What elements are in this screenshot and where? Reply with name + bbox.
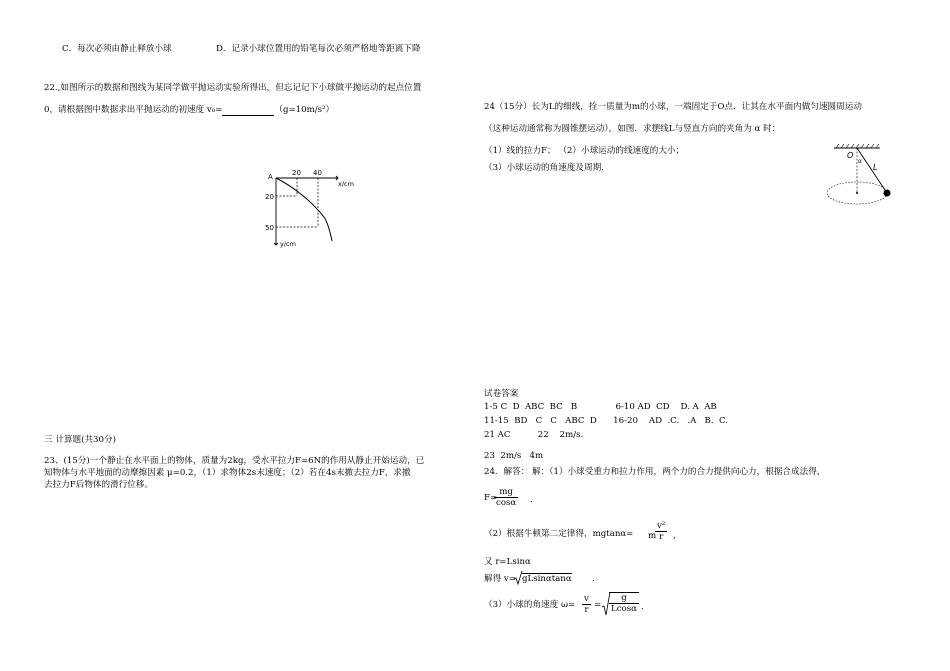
origin-label: A (268, 173, 273, 181)
q23-line3: 去拉力F后物体的滑行位移。 (44, 480, 154, 490)
sol-f-den: cosα (496, 498, 517, 508)
sol-f-fraction (494, 487, 518, 508)
sol-3-den: r (584, 605, 589, 615)
option-d: D．记录小球位置用的铅笔每次必须严格地等距离下降 (216, 44, 421, 54)
sol-3-fraction (582, 594, 591, 615)
answers-title: 试卷答案 (484, 389, 519, 399)
sol-v-period: . (592, 574, 595, 584)
q22-line1: 22.,如图所示的数据和图线为某同学做平抛运动实验所得出，但忘记记下小球做平抛运动的起点位置 (44, 83, 422, 93)
sol-3-root-fraction (609, 592, 639, 614)
q23-line2: 知物体与水平地面的动摩擦因素 μ=0.2，（1）求物体2s末速度；（2）若在4s末撤去拉力F，求撤 (44, 468, 411, 478)
sol-2-comma: , (673, 531, 676, 541)
projectile-graph (258, 165, 368, 250)
sol-2-num: v² (657, 521, 666, 531)
sol-r-relation: 又 r=Lsinα (484, 557, 531, 567)
angle-alpha-label: α (858, 158, 862, 165)
y-tick-20: 20 (265, 193, 274, 201)
q24-line4: （3）小球运动的角速度及周期. (484, 163, 604, 173)
section-3-title: 三 计算题(共30分) (44, 435, 116, 445)
point-o-label: O (847, 151, 854, 160)
answers-row-3: 21 AC 22 2m/s. (484, 430, 584, 440)
conical-pendulum-figure (822, 143, 898, 211)
q22-g-value: （g=10m/s²） (274, 105, 335, 115)
sol-3-root-den: Lcosα (611, 604, 637, 614)
y-tick-50: 50 (265, 224, 274, 232)
x-tick-40: 40 (313, 169, 322, 177)
sol-3-period: . (641, 602, 644, 612)
sol-2-text: （2）根据牛顿第二定律得，mgtanα= (484, 529, 634, 539)
trajectory-curve (276, 178, 332, 241)
sol-f-period: . (530, 495, 533, 505)
sol-f-lhs: F= (484, 493, 498, 503)
y-axis-label: y/cm (280, 240, 296, 248)
length-l-label: L (873, 163, 878, 172)
option-c: C．每次必须由静止释放小球 (62, 44, 172, 54)
solution-intro: 24．解答： 解：（1）小球受重力和拉力作用，两个力的合力提供向心力，根据合成法得， (484, 467, 826, 477)
x-tick-20: 20 (292, 169, 301, 177)
sol-3-equals: = (594, 600, 602, 610)
answers-row-1: 1-5 C D ABC BC B 6-10 AD CD D. A AB (484, 402, 717, 412)
q22-line2 (44, 104, 334, 116)
q24-line2: （这种运动通常称为圆锥摆运动），如图．求摆线L与竖直方向的夹角为 α 时： (484, 124, 781, 134)
answers-row-4: 23 2m/s 4m (484, 451, 544, 461)
sol-3-text: （3）小球的角速度 ω= (484, 600, 576, 610)
sol-f-num: mg (494, 487, 518, 498)
q24-line1: 24（15分）长为L的细线，拴一质量为m的小球，一端固定于O点．让其在水平面内做匀速圆周运动 (484, 102, 862, 112)
q22-text: 0，请根据图中数据求出平抛运动的初速度 v₀= (44, 105, 223, 115)
sol-v-radicand: gLsinαtanα (522, 574, 572, 584)
sol-v-text: 解得 v= (484, 574, 516, 584)
q23-line1: 23、(15分)一个静止在水平面上的物体，质量为2kg，受水平拉力F=6N的作用从静止开始运动，已 (44, 456, 425, 466)
sol-2-m: m (648, 531, 657, 541)
sol-3-root-num: g (609, 593, 639, 604)
sol-3-num: v (584, 594, 589, 604)
sol-2-fraction (655, 521, 667, 542)
answers-row-2: 11-15 BD C C ABC D 16-20 AD .C. .A B. C. (484, 416, 729, 426)
q24-line3: （1）线的拉力F； （2）小球运动的线速度的大小； (484, 146, 685, 156)
answer-blank[interactable] (222, 106, 274, 116)
pendulum-bob (884, 190, 891, 197)
sol-2-den: r (659, 532, 664, 542)
x-axis-label: x/cm (338, 180, 354, 188)
